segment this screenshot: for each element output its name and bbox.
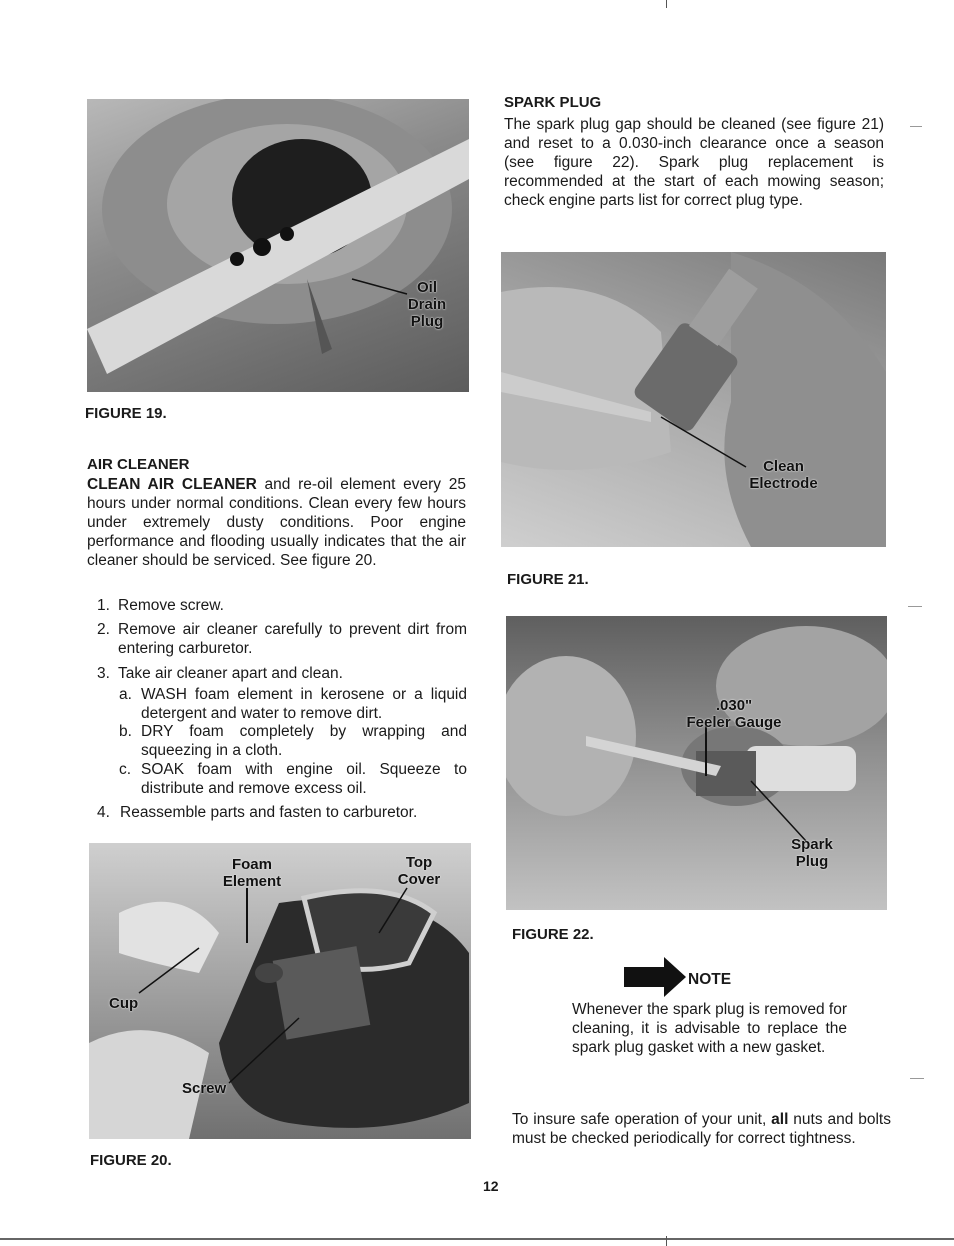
callout-cover-line: Cover [397, 871, 441, 888]
air-cleaner-heading: AIR CLEANER [87, 456, 190, 473]
step-text: Reassemble parts and fasten to carburetor. [120, 804, 418, 821]
substep-text: WASH foam element in kerosene or a liquid detergent and water to remove dirt. [141, 686, 467, 722]
step-number: 2. [97, 621, 110, 638]
note-arrow-icon [624, 957, 686, 997]
figure-19-caption: FIGURE 19. [85, 405, 167, 422]
list-item [119, 760, 467, 798]
figure-19-illustration [87, 99, 469, 392]
step-number: 3. [97, 665, 110, 682]
air-cleaner-intro [87, 475, 466, 570]
callout-feeler-gauge [674, 697, 794, 731]
substep-letter: c. [119, 761, 132, 778]
step-number: 4. [97, 804, 110, 821]
note-label: NOTE [688, 971, 732, 988]
bottom-tick [666, 1236, 667, 1246]
callout-drain-line: Drain [407, 296, 447, 313]
list-item [97, 620, 467, 658]
step-number: 1. [97, 597, 110, 614]
substep-letter: b. [119, 723, 132, 740]
list-item [119, 685, 467, 723]
safety-text-after: nuts and bolts must be checked periodically for correct tightness. [512, 1111, 891, 1147]
callout-plug-line: Plug [410, 313, 444, 330]
substep-text: DRY foam completely by wrapping and squeezing in a cloth. [141, 723, 467, 759]
safety-text-before: To insure safe operation of your unit, [512, 1111, 772, 1128]
figure-21-caption: FIGURE 21. [507, 571, 589, 588]
figure-19-photo [87, 99, 469, 392]
list-item [97, 803, 467, 822]
margin-tick [908, 606, 922, 607]
page-number: 12 [483, 1178, 499, 1194]
callout-gauge-size-line: .030" [715, 697, 753, 714]
margin-tick [910, 126, 922, 127]
figure-21-photo [501, 252, 886, 547]
note-text: Whenever the spark plug is removed for cleaning, it is advisable to replace the spark plug gasket with a new gasket. [572, 1001, 847, 1056]
callout-screw: Screw [182, 1080, 227, 1097]
figure-22-photo [506, 616, 887, 910]
callout-spark-line: Spark [791, 836, 833, 853]
list-item [119, 722, 467, 760]
substep-letter: a. [119, 686, 132, 703]
callout-cup: Cup [109, 995, 139, 1012]
figure-21-illustration [501, 252, 886, 547]
callout-plug-line: Plug [795, 853, 829, 870]
figure-20-caption: FIGURE 20. [90, 1152, 172, 1169]
safety-text [512, 1110, 891, 1148]
callout-element-line: Element [222, 873, 282, 890]
substep-text: SOAK foam with engine oil. Squeeze to distribute and remove excess oil. [141, 761, 467, 797]
list-item [97, 664, 467, 683]
callout-foam-line: Foam [231, 856, 272, 873]
callout-gauge-name-line: Feeler Gauge [686, 714, 782, 731]
top-tick [666, 0, 667, 8]
callout-oil-line: Oil [416, 279, 437, 296]
bottom-rule [0, 1238, 954, 1240]
margin-tick [910, 1078, 924, 1079]
callout-oil-drain-plug [387, 279, 467, 330]
step-text: Remove screw. [118, 597, 224, 614]
safety-text-bold: all [771, 1111, 789, 1128]
figure-20-photo [89, 843, 471, 1139]
step-text: Remove air cleaner carefully to prevent dirt from entering carburetor. [118, 621, 467, 657]
callout-foam-element [217, 856, 287, 890]
air-cleaner-intro-text: and re-oil element every 25 hours under normal conditions. Clean every few hours under extremely dusty conditions. Poor engine performance and flooding usually indicates that the air cleaner should be serviced. See figure 20. [87, 476, 466, 569]
callout-clean-line: Clean [763, 458, 804, 475]
air-cleaner-intro-bold: CLEAN AIR CLEANER [87, 476, 257, 493]
list-item [97, 596, 467, 615]
spark-plug-text: The spark plug gap should be cleaned (see figure 21) and reset to a 0.030-inch clearance once a season (see figure 22). Spark plug replacement is recommended at the start of each mowing season; check engine parts list for correct plug type. [504, 116, 884, 209]
step-text: Take air cleaner apart and clean. [118, 665, 343, 682]
callout-top-cover [389, 854, 449, 888]
callout-clean-electrode [741, 458, 826, 492]
spark-plug-heading: SPARK PLUG [504, 94, 602, 111]
callout-electrode-line: Electrode [749, 475, 818, 492]
callout-spark-plug [786, 836, 838, 870]
figure-22-caption: FIGURE 22. [512, 926, 594, 943]
callout-top-line: Top [405, 854, 433, 871]
